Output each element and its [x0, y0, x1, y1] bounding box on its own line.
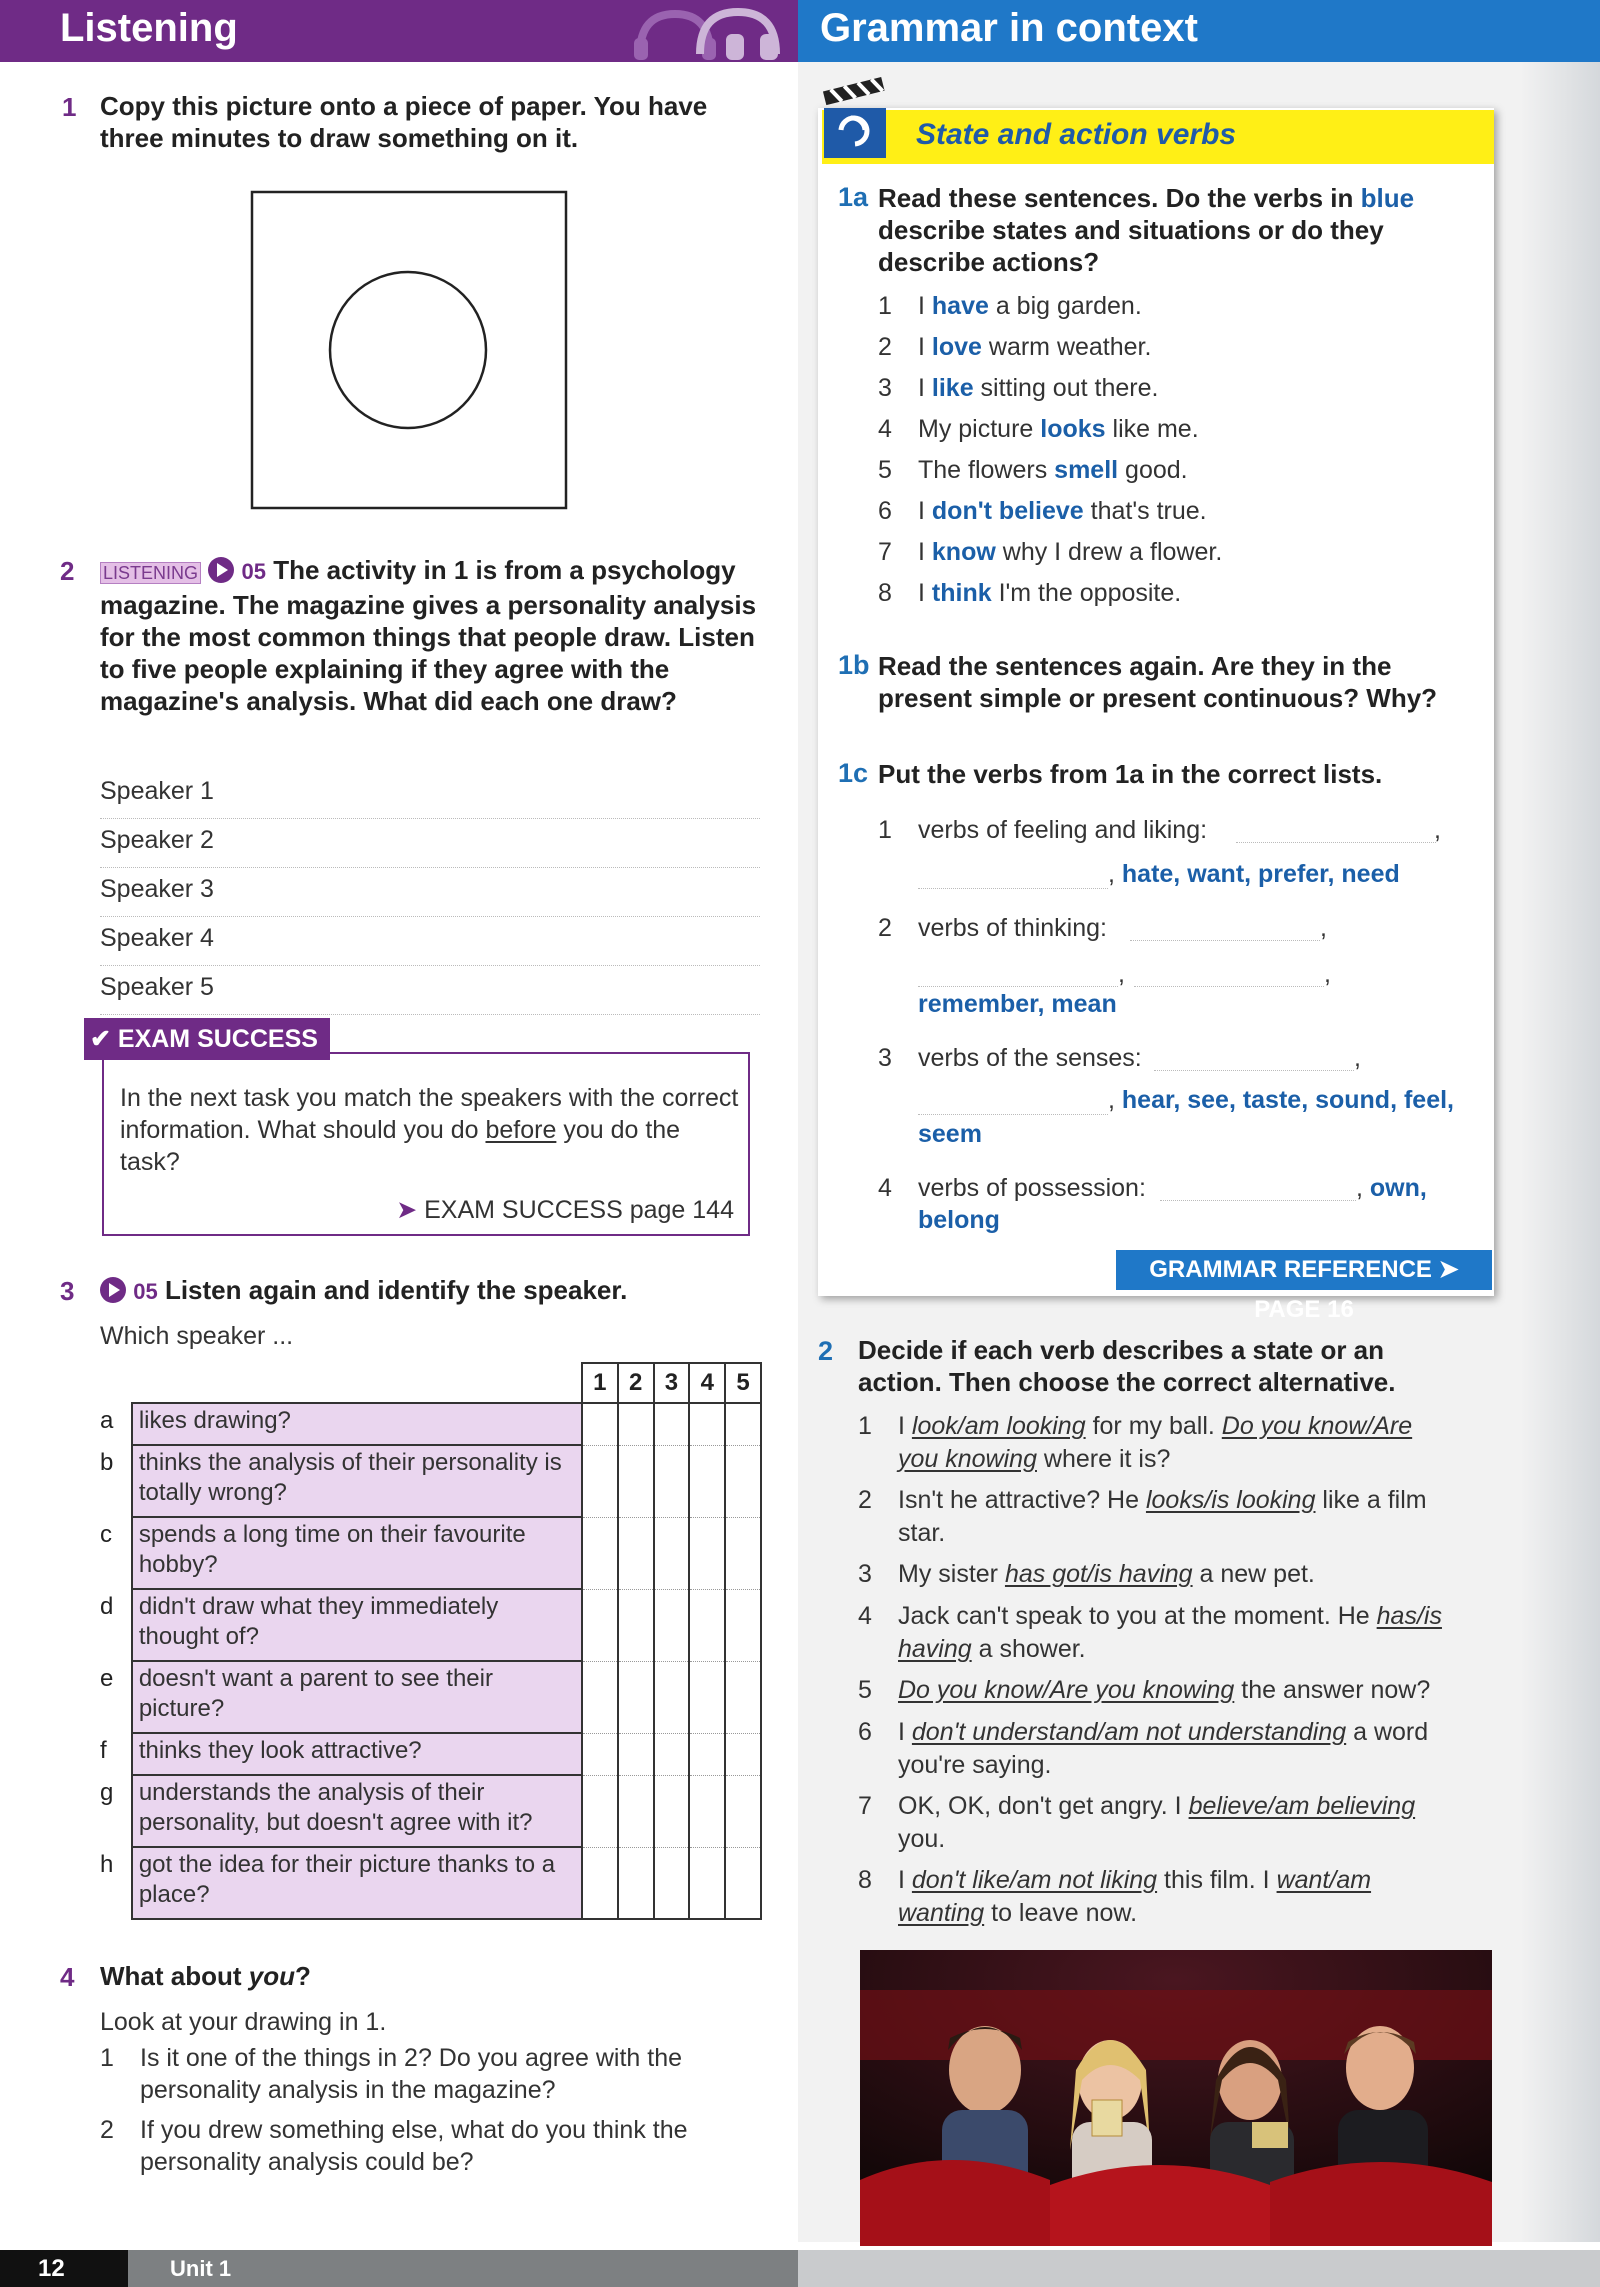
answer-blank[interactable]: [1134, 986, 1324, 987]
row-question: understands the analysis of their personality, but doesn't agree with it?: [132, 1775, 582, 1847]
answer-blank[interactable]: [1236, 842, 1436, 843]
answer-blank[interactable]: [1160, 1200, 1356, 1201]
list-label: verbs of possession:: [918, 1174, 1146, 1202]
tick-cell[interactable]: [689, 1661, 725, 1733]
exam-success-label: ✔ EXAM SUCCESS: [84, 1018, 330, 1060]
list-label: verbs of thinking:: [918, 914, 1107, 942]
tick-cell[interactable]: [618, 1661, 654, 1733]
tick-cell[interactable]: [689, 1403, 725, 1445]
choice-option[interactable]: look/am looking: [911, 1412, 1086, 1440]
exercise-number: 1: [62, 92, 77, 122]
tick-cell[interactable]: [689, 1589, 725, 1661]
tick-cell[interactable]: [654, 1403, 690, 1445]
tick-cell[interactable]: [618, 1589, 654, 1661]
tick-cell[interactable]: [725, 1589, 761, 1661]
list-item: If you drew something else, what do you think the personality analysis could be?: [140, 2116, 688, 2176]
exam-success-text: In the next task you match the speakers with the correct information. What should you do before you do the task?: [120, 1084, 739, 1176]
tick-cell[interactable]: [725, 1403, 761, 1445]
square-circle-drawing: [250, 190, 570, 510]
clapperboard-icon: [818, 72, 890, 164]
tick-cell[interactable]: [725, 1445, 761, 1517]
choice-option[interactable]: don't understand/am not understanding: [911, 1718, 1347, 1746]
sentence-item: 2 I love warm weather.: [878, 333, 1152, 361]
track-number: 05: [241, 559, 266, 584]
exercise-1a-instruction: Read these sentences. Do the verbs in blue describe states and situations or do they describe actions?: [878, 183, 1415, 277]
exercise-4-subtitle: Look at your drawing in 1.: [100, 2008, 387, 2036]
exercise-number: 1c: [838, 758, 869, 788]
list-number: 2: [100, 2116, 114, 2144]
list-number: 3: [878, 374, 892, 402]
tick-cell[interactable]: [654, 1589, 690, 1661]
exam-success-box: [102, 1052, 750, 1236]
target-verb: looks: [1040, 415, 1106, 443]
section-title-grammar: Grammar in context: [820, 6, 1198, 50]
exercise-3-subtitle: Which speaker ...: [100, 1322, 294, 1350]
speaker-line[interactable]: Speaker 3: [100, 868, 760, 917]
exercise-number: 2: [60, 556, 75, 586]
list-number: 2: [878, 333, 892, 361]
choice-option[interactable]: looks/is looking: [1145, 1486, 1316, 1514]
given-verbs: belong: [918, 1206, 1000, 1234]
grammar-reference-link[interactable]: GRAMMAR REFERENCE ➤ PAGE 16: [1116, 1250, 1492, 1290]
column-header: 2: [618, 1363, 654, 1403]
exercise-1b-instruction: Read the sentences again. Are they in the present simple or present continuous? Why?: [878, 651, 1438, 713]
exercise-number: 3: [60, 1276, 75, 1306]
listening-tag: LISTENING: [100, 562, 201, 584]
cinema-audience-photo: [860, 1950, 1492, 2246]
exercise-number: 1a: [838, 182, 869, 212]
tick-cell[interactable]: [725, 1847, 761, 1919]
tick-cell[interactable]: [582, 1517, 618, 1589]
choice-option[interactable]: Do you know/Are: [1221, 1412, 1413, 1440]
answer-blank[interactable]: [918, 1114, 1108, 1115]
row-letter: c: [100, 1521, 112, 1548]
sentence-item: 3 I like sitting out there.: [878, 374, 1159, 402]
tick-cell[interactable]: [689, 1847, 725, 1919]
tick-cell[interactable]: [618, 1445, 654, 1517]
arrow-right-icon: ➤: [396, 1196, 418, 1224]
list-number: 5: [878, 456, 892, 484]
table-row: [90, 1733, 761, 1775]
answer-blank[interactable]: [1130, 940, 1320, 941]
choice-option[interactable]: has got/is having: [1004, 1560, 1193, 1588]
row-question: doesn't want a parent to see their picture?: [132, 1661, 582, 1733]
track-number: 05: [133, 1279, 158, 1304]
speaker-list: [100, 770, 760, 1015]
tick-cell[interactable]: [654, 1517, 690, 1589]
check-icon: ✔: [90, 1025, 111, 1053]
target-verb: smell: [1054, 456, 1119, 484]
list-label: verbs of the senses:: [918, 1044, 1142, 1072]
list-number: 6: [878, 497, 892, 525]
tick-cell[interactable]: [689, 1733, 725, 1775]
exercise-4-instruction: What about you?: [100, 1961, 311, 1991]
tick-cell[interactable]: [725, 1733, 761, 1775]
speaker-line[interactable]: Speaker 2: [100, 819, 760, 868]
given-verbs: seem: [918, 1120, 982, 1148]
audio-play-icon[interactable]: [208, 557, 234, 583]
grammar-header: [798, 0, 1600, 62]
list-number: 1: [100, 2044, 114, 2072]
table-row: [90, 1445, 761, 1517]
page-shadow: [1520, 62, 1600, 2242]
list-number: 1: [858, 1412, 872, 1440]
tick-cell[interactable]: [725, 1775, 761, 1847]
table-row: [90, 1589, 761, 1661]
answer-blank[interactable]: [1154, 1070, 1354, 1071]
list-number: 4: [878, 415, 892, 443]
exercise-2-instruction: [100, 554, 760, 717]
listening-header: [0, 0, 798, 62]
list-number: 2: [878, 914, 892, 942]
target-verb: think: [931, 579, 992, 607]
answer-blank[interactable]: [918, 888, 1108, 889]
target-verb: like: [931, 374, 974, 402]
row-question: spends a long time on their favourite hobby?: [132, 1517, 582, 1589]
grammar-box-title-bar: [822, 110, 1494, 164]
list-number: 7: [858, 1792, 872, 1820]
exercise-2-right-instruction: Decide if each verb describes a state or an action. Then choose the correct alternative.: [858, 1335, 1396, 1397]
table-row: [90, 1403, 761, 1445]
exercise-number: 2: [818, 1336, 834, 1366]
tick-cell[interactable]: [618, 1847, 654, 1919]
target-verb: don't believe: [931, 497, 1084, 525]
choice-option[interactable]: believe/am believing: [1188, 1792, 1416, 1820]
row-letter: f: [100, 1737, 107, 1764]
sentence-item: 7 I know why I drew a flower.: [878, 538, 1223, 566]
audio-play-icon[interactable]: [100, 1277, 126, 1303]
exercise-3-instruction: 05 Listen again and identify the speaker.: [100, 1274, 760, 1308]
exercise-1c-instruction: Put the verbs from 1a in the correct lists.: [878, 759, 1383, 789]
tick-cell[interactable]: [582, 1403, 618, 1445]
tick-cell[interactable]: [654, 1775, 690, 1847]
list-number: 5: [858, 1676, 872, 1704]
choice-option[interactable]: wanting: [898, 1899, 985, 1927]
tick-cell[interactable]: [582, 1847, 618, 1919]
target-verb: love: [931, 333, 982, 361]
tick-cell[interactable]: [689, 1445, 725, 1517]
list-number: 6: [858, 1718, 872, 1746]
speaker-line[interactable]: Speaker 5: [100, 966, 760, 1015]
choice-option[interactable]: has/is: [1376, 1602, 1442, 1630]
tick-cell[interactable]: [725, 1517, 761, 1589]
given-verbs: remember, mean: [918, 990, 1117, 1018]
table-row: [90, 1775, 761, 1847]
table-row: [90, 1661, 761, 1733]
list-label: verbs of feeling and liking:: [918, 816, 1208, 844]
tick-cell[interactable]: [582, 1775, 618, 1847]
given-verbs: , own,: [1356, 1174, 1427, 1202]
column-header: 4: [689, 1363, 725, 1403]
target-verb: have: [931, 292, 989, 320]
grammar-box-title: State and action verbs: [916, 118, 1237, 151]
answer-blank[interactable]: [918, 986, 1118, 987]
choice-option[interactable]: having: [898, 1635, 972, 1663]
row-question: didn't draw what they immediately thought of?: [132, 1589, 582, 1661]
choice-option[interactable]: you knowing: [898, 1445, 1037, 1473]
tick-cell[interactable]: [689, 1517, 725, 1589]
row-letter: b: [100, 1449, 114, 1476]
exercise-number: 1b: [838, 650, 870, 680]
list-number: 4: [878, 1174, 892, 1202]
tick-cell[interactable]: [618, 1517, 654, 1589]
tick-cell[interactable]: [654, 1847, 690, 1919]
row-letter: e: [100, 1665, 114, 1692]
column-header: 5: [725, 1363, 761, 1403]
choice-option[interactable]: don't like/am not liking: [911, 1866, 1158, 1894]
choice-option[interactable]: Do you know/Are you knowing: [898, 1676, 1235, 1704]
tick-cell[interactable]: [618, 1403, 654, 1445]
exercise-1-instruction: Copy this picture onto a piece of paper. You have three minutes to draw something on it.: [100, 91, 708, 153]
list-number: 8: [858, 1866, 872, 1894]
sentence-item: 5 The flowers smell good.: [878, 456, 1188, 484]
headphones-icon: [630, 4, 780, 60]
tick-cell[interactable]: [725, 1661, 761, 1733]
list-item: Is it one of the things in 2? Do you agree with the personality analysis in the magazine?: [140, 2044, 683, 2104]
table-row: [90, 1517, 761, 1589]
tick-cell[interactable]: [654, 1445, 690, 1517]
target-verb: know: [931, 538, 996, 566]
speaker-line[interactable]: Speaker 1: [100, 770, 760, 819]
tick-cell[interactable]: [618, 1733, 654, 1775]
given-verbs: , hear, see, taste, sound, feel,: [1108, 1086, 1454, 1114]
sentence-item: 8 I think I'm the opposite.: [878, 579, 1182, 607]
list-number: 3: [858, 1560, 872, 1588]
tick-cell[interactable]: [582, 1733, 618, 1775]
row-question: thinks the analysis of their personality is totally wrong?: [132, 1445, 582, 1517]
speaker-matching-table: [90, 1362, 762, 1920]
row-letter: h: [100, 1851, 114, 1878]
exercise-2-text: The activity in 1 is from a psychology magazine. The magazine gives a personality analysis for the most common things that people draw. Listen to five people explaining if they agree with the magazine's analysis. What did each one draw?: [100, 555, 757, 716]
list-number: 1: [878, 292, 892, 320]
exam-success-ref[interactable]: ➤ EXAM SUCCESS page 144: [396, 1196, 734, 1224]
row-question: likes drawing?: [132, 1403, 582, 1445]
choice-option[interactable]: want/am: [1276, 1866, 1372, 1894]
row-question: thinks they look attractive?: [132, 1733, 582, 1775]
tick-cell[interactable]: [689, 1775, 725, 1847]
row-letter: d: [100, 1593, 114, 1620]
sentence-item: 6 I don't believe that's true.: [878, 497, 1207, 525]
tick-cell[interactable]: [582, 1661, 618, 1733]
list-number: 4: [858, 1602, 872, 1630]
column-header: 3: [654, 1363, 690, 1403]
list-number: 8: [878, 579, 892, 607]
speaker-line[interactable]: Speaker 4: [100, 917, 760, 966]
column-header: 1: [582, 1363, 618, 1403]
exercise-number: 4: [60, 1962, 75, 1992]
given-verbs: , hate, want, prefer, need: [1108, 860, 1400, 888]
table-row: [90, 1847, 761, 1919]
tick-cell[interactable]: [618, 1775, 654, 1847]
tick-cell[interactable]: [654, 1733, 690, 1775]
row-question: got the idea for their picture thanks to a place?: [132, 1847, 582, 1919]
row-letter: a: [100, 1407, 114, 1434]
section-title-listening: Listening: [60, 6, 238, 50]
sentence-item: 1 I have a big garden.: [878, 292, 1142, 320]
unit-label: Unit 1: [128, 2250, 798, 2287]
list-number: 3: [878, 1044, 892, 1072]
list-number: 1: [878, 816, 892, 844]
list-number: 7: [878, 538, 892, 566]
row-letter: g: [100, 1779, 114, 1806]
tick-cell[interactable]: [582, 1445, 618, 1517]
list-number: 2: [858, 1486, 872, 1514]
tick-cell[interactable]: [582, 1589, 618, 1661]
page-number: 12: [0, 2250, 128, 2287]
sentence-item: 4 My picture looks like me.: [878, 415, 1199, 443]
tick-cell[interactable]: [654, 1661, 690, 1733]
